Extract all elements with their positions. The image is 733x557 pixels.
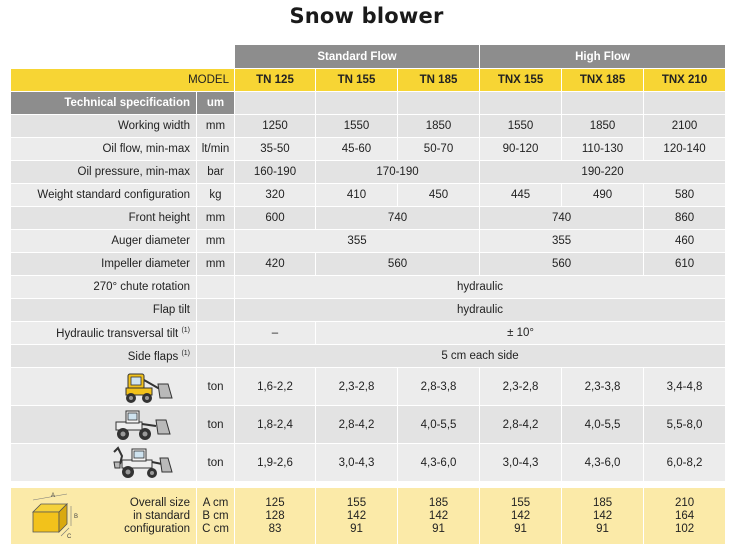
overall-values: 185 142 91	[398, 488, 480, 545]
value-cell: 3,4-4,8	[644, 368, 726, 406]
group-header-row	[11, 45, 726, 69]
dimension-label-a: A	[51, 493, 56, 499]
empty-cell	[235, 92, 316, 115]
value-cell: 1,6-2,2	[235, 368, 316, 406]
group-standard-flow: Standard Flow	[235, 45, 480, 69]
machine-cell	[11, 406, 197, 444]
value-cell: 410	[316, 184, 398, 207]
row-oil-flow	[11, 138, 726, 161]
value-cell: 4,0-5,5	[562, 406, 644, 444]
row-backhoe-loader	[11, 444, 726, 482]
row-chute-rotation	[11, 276, 726, 299]
row-unit	[197, 345, 235, 368]
dimension-label-b: B	[74, 514, 79, 520]
value-cell: 1850	[562, 115, 644, 138]
value-cell: 6,0-8,2	[644, 444, 726, 482]
row-unit: ton	[197, 406, 235, 444]
um-header: um	[197, 92, 235, 115]
value-cell: 1250	[235, 115, 316, 138]
value-cell: 1850	[398, 115, 480, 138]
row-unit	[197, 276, 235, 299]
page-title: Snow blower	[289, 4, 444, 28]
value-cell: 2,3-2,8	[316, 368, 398, 406]
value-cell: 560	[480, 253, 644, 276]
spec-header: Technical specification	[11, 92, 197, 115]
row-auger-diameter	[11, 230, 726, 253]
overall-values: 155 142 91	[480, 488, 562, 545]
value-cell: 860	[644, 207, 726, 230]
model-tnx155: TNX 155	[480, 69, 562, 92]
row-label: Auger diameter	[11, 230, 197, 253]
dimension-box-icon	[23, 490, 85, 542]
row-label: 270° chute rotation	[11, 276, 197, 299]
value-cell: 320	[235, 184, 316, 207]
footnote-marker: (1)	[181, 326, 190, 334]
value-cell: ± 10°	[316, 322, 726, 345]
backhoe-loader-icon	[112, 446, 174, 480]
empty-cell	[316, 92, 398, 115]
row-unit: mm	[197, 230, 235, 253]
overall-label: Overall size in standard configuration	[124, 496, 190, 535]
row-impeller-diameter	[11, 253, 726, 276]
model-tn125: TN 125	[235, 69, 316, 92]
value-cell: –	[235, 322, 316, 345]
value-cell: 2,8-4,2	[480, 406, 562, 444]
row-transversal-tilt	[11, 322, 726, 345]
row-wheel-loader	[11, 406, 726, 444]
value-cell: 740	[316, 207, 480, 230]
row-overall-size	[11, 488, 726, 545]
value-cell: 610	[644, 253, 726, 276]
value-cell: 1550	[480, 115, 562, 138]
value-cell: 3,0-4,3	[480, 444, 562, 482]
row-unit: ton	[197, 368, 235, 406]
row-unit: kg	[197, 184, 235, 207]
value-cell: 4,3-6,0	[398, 444, 480, 482]
row-unit: ton	[197, 444, 235, 482]
value-cell: 1,9-2,6	[235, 444, 316, 482]
row-unit: mm	[197, 253, 235, 276]
row-unit: mm	[197, 115, 235, 138]
group-high-flow: High Flow	[480, 45, 726, 69]
row-unit	[197, 299, 235, 322]
row-weight	[11, 184, 726, 207]
row-label-wrap	[11, 345, 197, 368]
row-unit: lt/min	[197, 138, 235, 161]
value-cell: 355	[235, 230, 480, 253]
row-label: Working width	[11, 115, 197, 138]
empty-cell	[562, 92, 644, 115]
value-cell: 2,8-4,2	[316, 406, 398, 444]
spec-table	[10, 44, 726, 545]
row-unit: bar	[197, 161, 235, 184]
wheel-loader-icon	[112, 408, 174, 442]
value-cell: 420	[235, 253, 316, 276]
value-cell: 35-50	[235, 138, 316, 161]
value-cell: 3,0-4,3	[316, 444, 398, 482]
value-cell: 600	[235, 207, 316, 230]
overall-values: 185 142 91	[562, 488, 644, 545]
row-label: Hydraulic transversal tilt	[56, 327, 179, 340]
value-cell: 4,0-5,5	[398, 406, 480, 444]
value-cell: 1,8-2,4	[235, 406, 316, 444]
model-label: MODEL	[11, 69, 235, 92]
row-label: Oil pressure, min-max	[11, 161, 197, 184]
value-cell: 355	[480, 230, 644, 253]
value-cell: 190-220	[480, 161, 726, 184]
value-cell: 580	[644, 184, 726, 207]
overall-values: 155 142 91	[316, 488, 398, 545]
row-label: Flap tilt	[11, 299, 197, 322]
value-cell: 1550	[316, 115, 398, 138]
overall-label-cell	[11, 488, 197, 545]
blank-cell	[11, 45, 235, 69]
value-cell: 170-190	[316, 161, 480, 184]
row-label-wrap	[11, 322, 197, 345]
row-label: Impeller diameter	[11, 253, 197, 276]
value-cell: 560	[316, 253, 480, 276]
value-cell: 450	[398, 184, 480, 207]
row-label: Oil flow, min-max	[11, 138, 197, 161]
model-tnx210: TNX 210	[644, 69, 726, 92]
dimension-label-c: C	[67, 534, 72, 540]
row-flap-tilt	[11, 299, 726, 322]
value-cell: 120-140	[644, 138, 726, 161]
row-label: Side flaps	[127, 350, 179, 363]
overall-values: 210 164 102	[644, 488, 726, 545]
empty-cell	[398, 92, 480, 115]
row-unit	[197, 322, 235, 345]
spec-header-row	[11, 92, 726, 115]
value-cell: 2,8-3,8	[398, 368, 480, 406]
value-cell: hydraulic	[235, 276, 726, 299]
row-skid-steer	[11, 368, 726, 406]
value-cell: 460	[644, 230, 726, 253]
value-cell: 160-190	[235, 161, 316, 184]
value-cell: 2,3-2,8	[480, 368, 562, 406]
value-cell: 2,3-3,8	[562, 368, 644, 406]
value-cell: 45-60	[316, 138, 398, 161]
value-cell: 490	[562, 184, 644, 207]
row-oil-pressure	[11, 161, 726, 184]
skid-steer-loader-icon	[116, 370, 174, 404]
value-cell: 4,3-6,0	[562, 444, 644, 482]
value-cell: 445	[480, 184, 562, 207]
value-cell: 5 cm each side	[235, 345, 726, 368]
value-cell: 90-120	[480, 138, 562, 161]
model-tnx185: TNX 185	[562, 69, 644, 92]
model-tn155: TN 155	[316, 69, 398, 92]
value-cell: 50-70	[398, 138, 480, 161]
row-side-flaps	[11, 345, 726, 368]
row-unit: mm	[197, 207, 235, 230]
row-working-width	[11, 115, 726, 138]
machine-cell	[11, 368, 197, 406]
empty-cell	[644, 92, 726, 115]
empty-cell	[480, 92, 562, 115]
value-cell: 740	[480, 207, 644, 230]
footnote-marker: (1)	[181, 349, 190, 357]
overall-values: 125 128 83	[235, 488, 316, 545]
model-tn185: TN 185	[398, 69, 480, 92]
overall-units: A cm B cm C cm	[197, 488, 235, 545]
machine-cell	[11, 444, 197, 482]
value-cell: 110-130	[562, 138, 644, 161]
value-cell: 5,5-8,0	[644, 406, 726, 444]
row-label: Front height	[11, 207, 197, 230]
model-row	[11, 69, 726, 92]
row-front-height	[11, 207, 726, 230]
row-label: Weight standard configuration	[11, 184, 197, 207]
value-cell: hydraulic	[235, 299, 726, 322]
value-cell: 2100	[644, 115, 726, 138]
